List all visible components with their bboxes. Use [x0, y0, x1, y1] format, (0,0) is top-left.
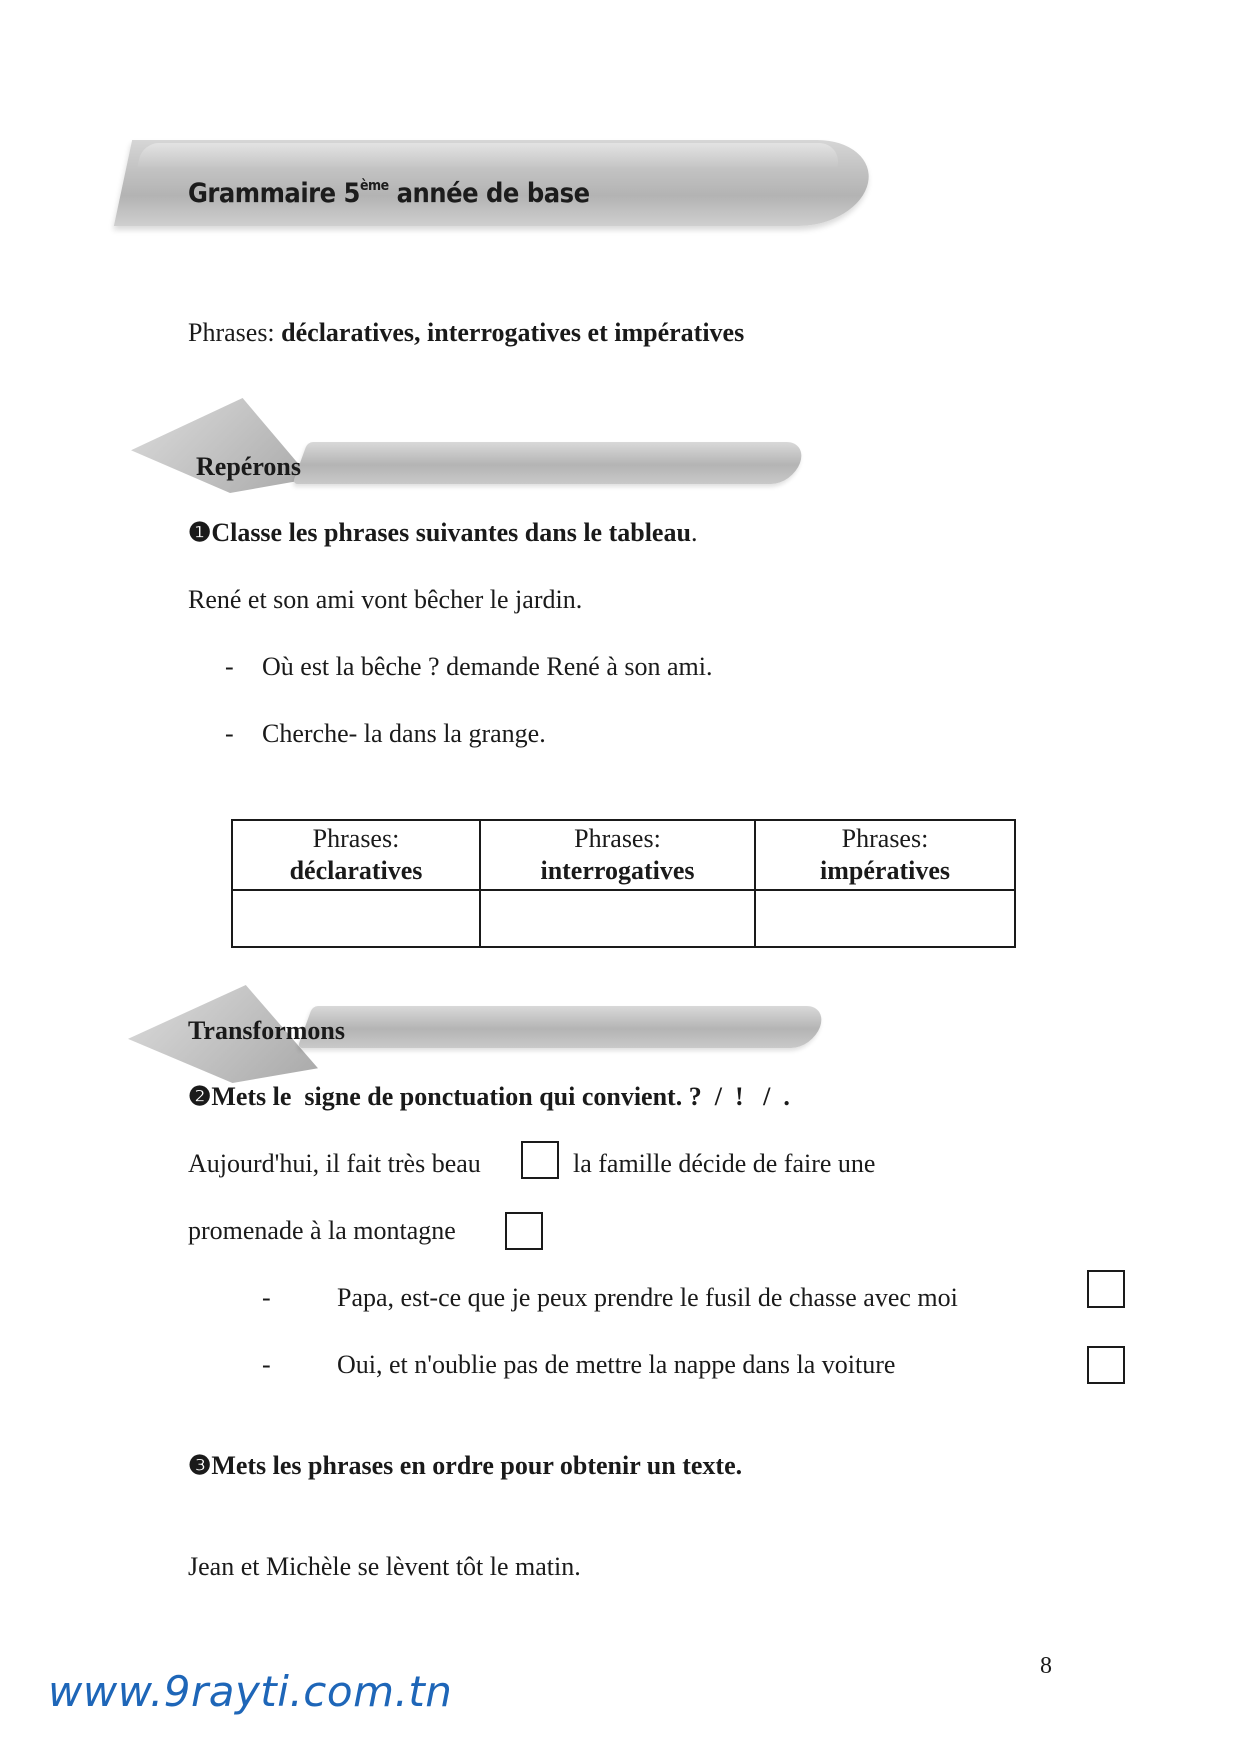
exercise-2-line-2: promenade à la montagne: [188, 1216, 456, 1245]
dialogue-dash: -: [225, 652, 234, 681]
dialogue-line: Où est la bêche ? demande René à son ami.: [262, 652, 713, 681]
section-label-reperons: Repérons: [196, 452, 301, 481]
header-type: impératives: [820, 856, 950, 885]
exercise-2-line-1-end: la famille décide de faire une: [573, 1149, 876, 1178]
title-main: Grammaire 5: [188, 178, 360, 209]
lesson-subject: [188, 318, 744, 348]
dialogue-line: Papa, est-ce que je peux prendre le fusil de chasse avec moi: [337, 1283, 958, 1312]
header-line: Phrases:: [574, 824, 661, 853]
dialogue-dash: -: [225, 719, 234, 748]
classification-table: [231, 819, 1016, 948]
table-header-row: [232, 820, 1015, 890]
answer-cell-imperatives[interactable]: [755, 890, 1015, 947]
punctuation-box[interactable]: [521, 1141, 559, 1179]
exercise-3-text: Mets les phrases en ordre pour obtenir un texte.: [211, 1451, 743, 1480]
punctuation-box[interactable]: [1087, 1346, 1125, 1384]
exercise-1-period: .: [690, 518, 698, 547]
exercise-2-number: ❷: [188, 1082, 212, 1111]
footer-website-link[interactable]: www.9rayti.com.tn: [48, 1667, 453, 1716]
exercise-2-text: Mets le signe de ponctuation qui convient. ? / ! / .: [211, 1082, 790, 1111]
table-header-declaratives: [232, 820, 480, 890]
header-type: déclaratives: [289, 856, 423, 885]
exercise-3-number: ❸: [188, 1451, 212, 1480]
exercise-1-intro: René et son ami vont bêcher le jardin.: [188, 585, 583, 614]
page-number: 8: [1040, 1653, 1052, 1679]
answer-cell-declaratives[interactable]: [232, 890, 480, 947]
exercise-3-title: [188, 1451, 742, 1481]
exercise-2-title: [188, 1082, 790, 1112]
dialogue-dash: -: [262, 1283, 271, 1312]
table-answer-row: [232, 890, 1015, 947]
subject-topic: déclaratives, interrogatives et impératives: [281, 318, 745, 347]
punctuation-box[interactable]: [1087, 1270, 1125, 1308]
exercise-2-line-1-start: Aujourd'hui, il fait très beau: [188, 1149, 481, 1178]
punctuation-box[interactable]: [505, 1212, 543, 1250]
header-banner-highlight: [137, 143, 842, 167]
section-tab-bar: [297, 1006, 827, 1048]
answer-cell-interrogatives[interactable]: [480, 890, 755, 947]
section-label-transformons: Transformons: [188, 1016, 345, 1045]
header-line: Phrases:: [312, 824, 400, 853]
exercise-1-text: Classe les phrases suivantes dans le tableau: [211, 518, 691, 547]
table-header-imperatives: [755, 820, 1015, 890]
page-title: [188, 178, 590, 209]
exercise-1-number: ❶: [188, 518, 212, 547]
subject-prefix: Phrases:: [188, 318, 282, 347]
dialogue-line: Cherche- la dans la grange.: [262, 719, 546, 748]
exercise-1-title: [188, 518, 697, 548]
title-rest: année de base: [388, 178, 590, 209]
table-header-interrogatives: [480, 820, 755, 890]
header-line: Phrases:: [841, 824, 929, 853]
header-type: interrogatives: [540, 856, 695, 885]
dialogue-line: Oui, et n'oublie pas de mettre la nappe dans la voiture: [337, 1350, 896, 1379]
dialogue-dash: -: [262, 1350, 271, 1379]
title-superscript: ème: [359, 178, 389, 194]
section-tab-bar: [292, 442, 807, 484]
exercise-3-sentence: Jean et Michèle se lèvent tôt le matin.: [188, 1552, 581, 1581]
